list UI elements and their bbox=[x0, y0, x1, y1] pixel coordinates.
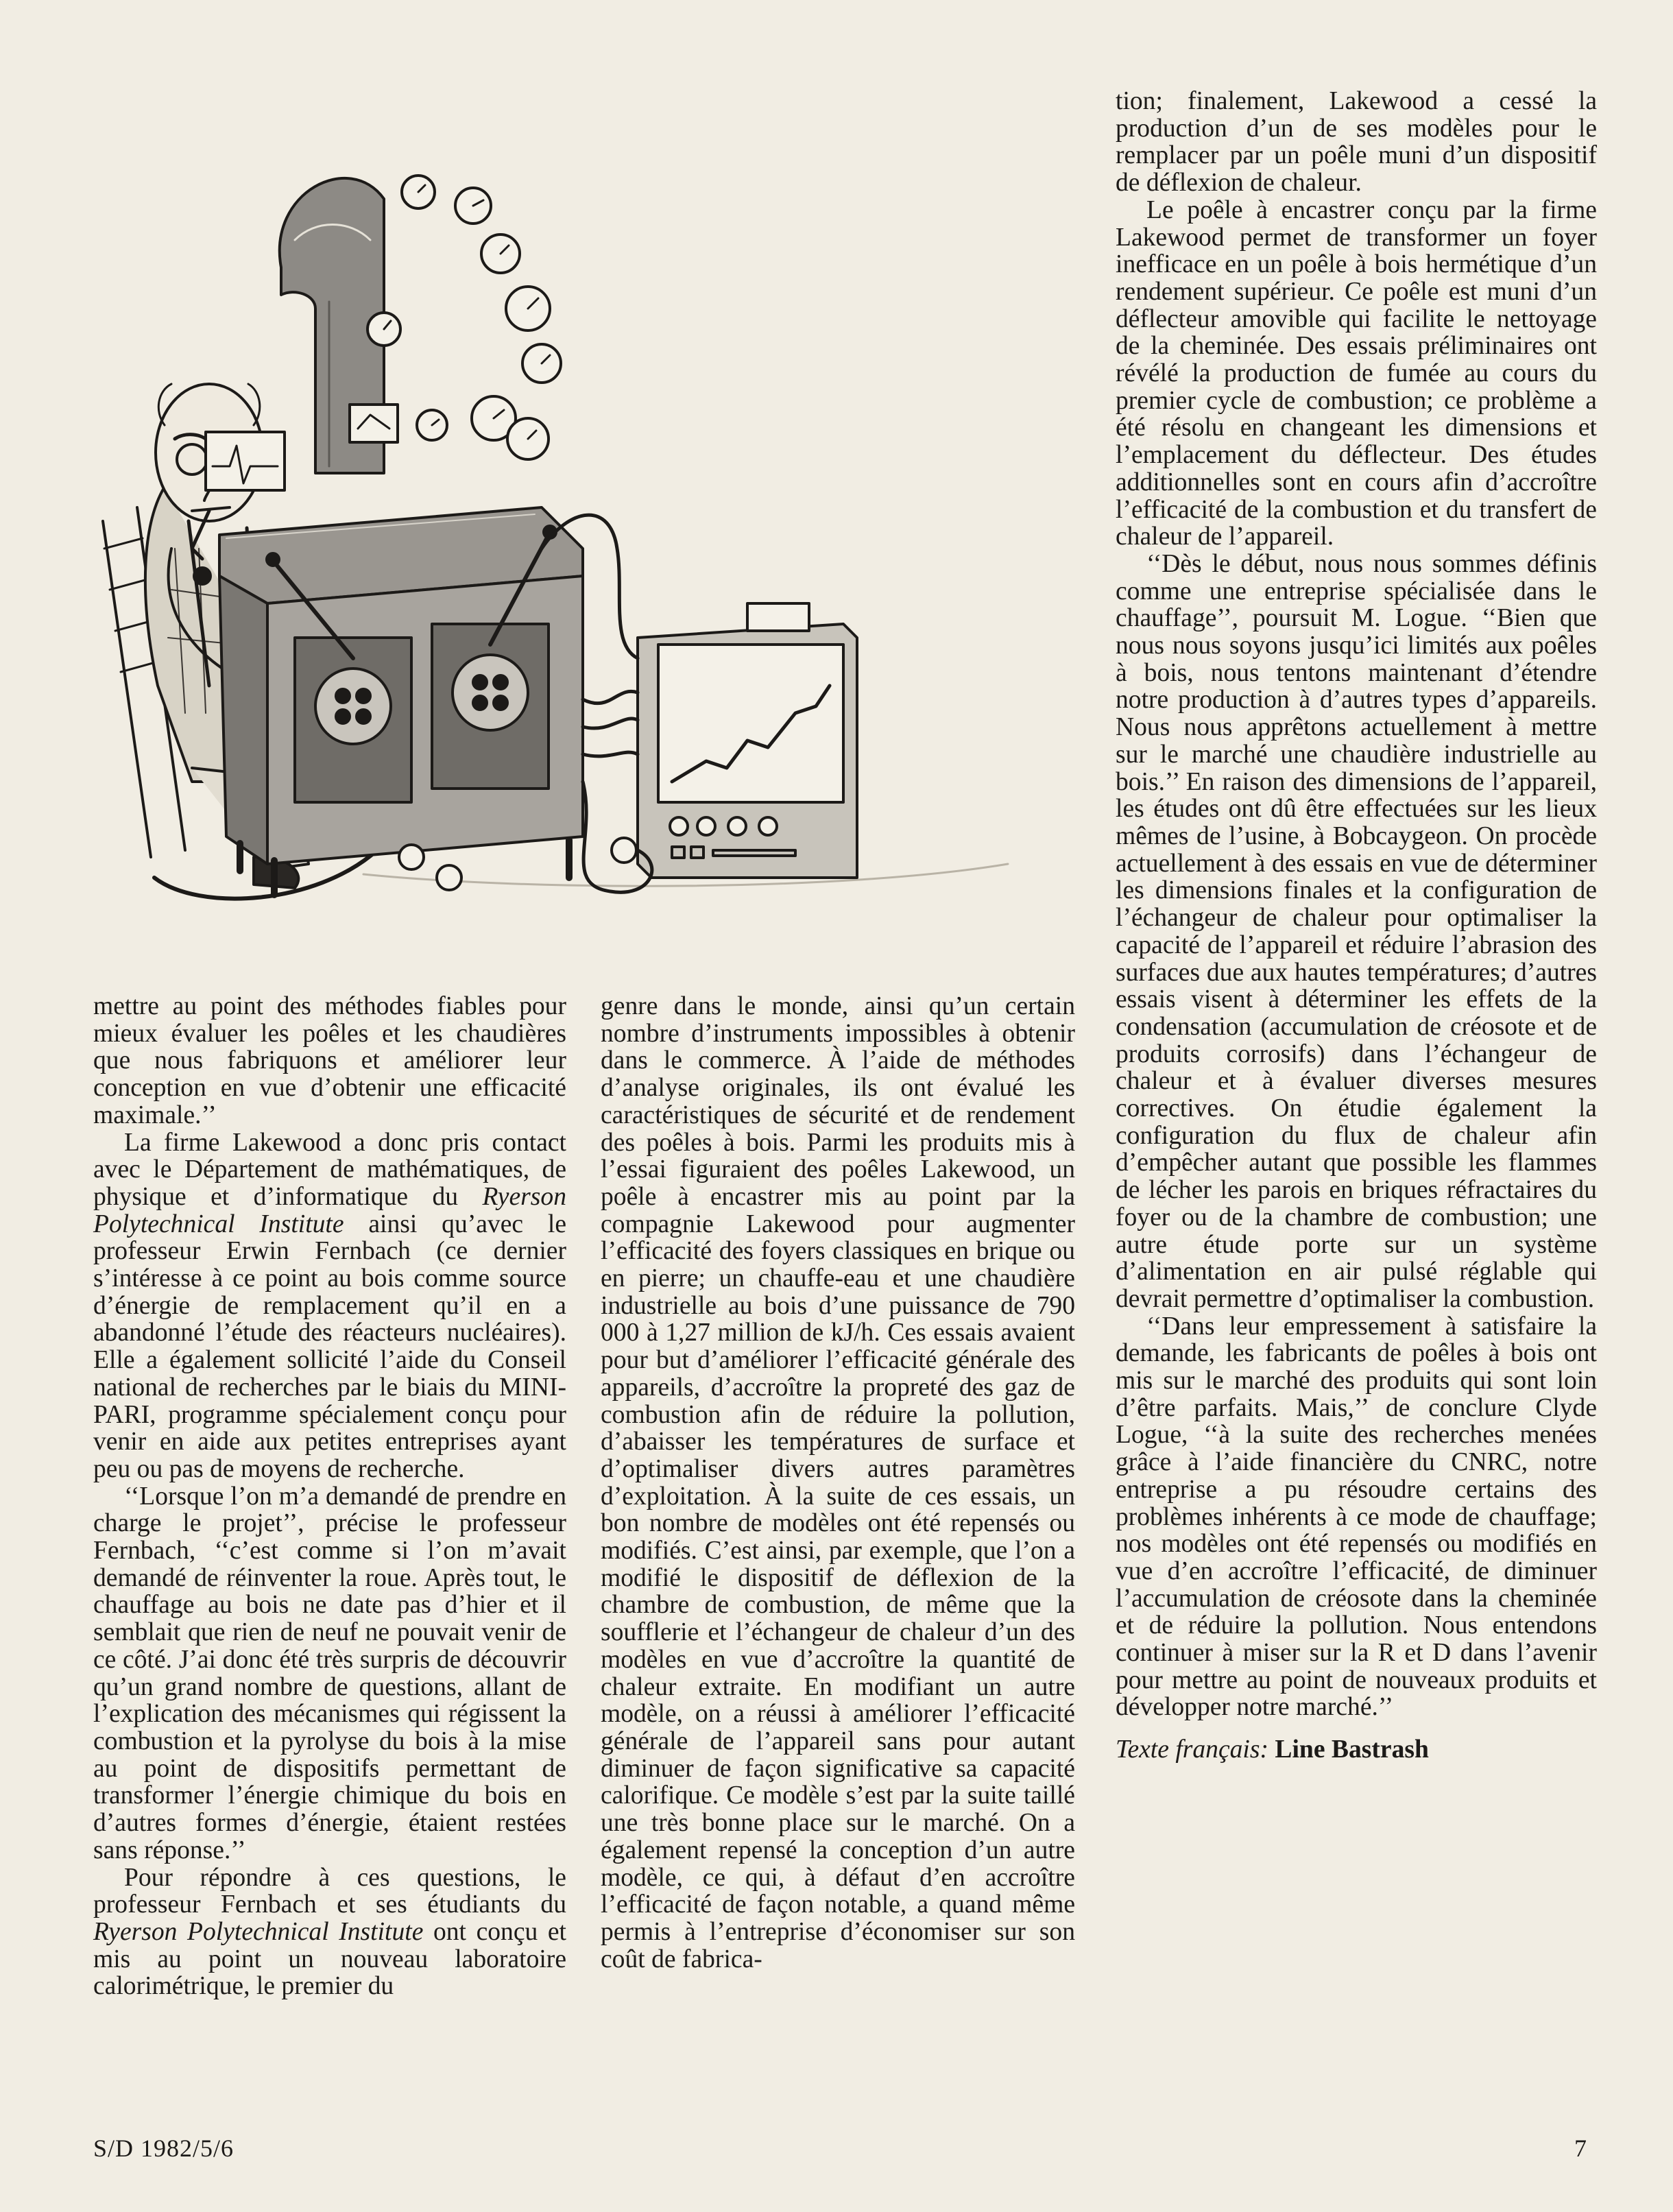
text-run: ainsi qu’avec le professeur Erwin Fernbach (ce dernier s’intéresse à ce point au bois comme source d’énergie de remplacement qu’il en a abandonné l’étude des réacteurs nucléaires). Elle a également sollicité l’aide du Conseil national de recherches par le biais du MINI-PARI, programme spécialement conçu pour venir en aide aux petites entreprises ayant peu ou pas de moyens de recherche. bbox=[93, 1210, 566, 1483]
paragraph bbox=[93, 1864, 566, 2001]
credit-label: Texte français: bbox=[1116, 1735, 1269, 1764]
paragraph: ‘‘Dès le début, nous nous sommes définis comme une entreprise spécialisée dans le chauffage’’, poursuit M. Logue. ‘‘Bien que nous nous soyons jusqu’ici limités aux poêles à bois, nous tentons maintenant d’étendre notre production à d’autres types d’appareils. Nous nous apprêtons actuellement à mettre sur le marché une chaudière industrielle au bois.’’ En raison des dimensions de l’appareil, les études ont dû être effectuées sur les lieux mêmes de l’usine, à Bobcaygeon. On procède actuellement à des essais en vue de déterminer les dimensions finales et la configuration de l’échangeur de chaleur pour optimaliser la capacité de l’appareil et réduire l’abrasion des surfaces due aux hautes températures; d’autres essais visent à déterminer les effets de la condensation (accumulation de créosote et de produits corrosifs) dans l’échangeur de chaleur et à évaluer diverses mesures correctives. On étudie également la configuration du flux de chaleur afin d’empêcher autant que possible les flammes de lécher les parois en briques réfractaires du foyer ou de la chambre de combustion; une autre étude porte sur un système d’alimentation en air pulsé réglable qui devrait permettre d’optimaliser la combustion. bbox=[1116, 549, 1597, 1313]
paragraph: genre dans le monde, ainsi qu’un certain nombre d’instruments impossibles à obtenir dans le commerce. À l’aide de méthodes d’analyse originales, ils ont évalué les caractéristiques de sécurité et de rendement des poêles à bois. Parmi les produits mis à l’essai figuraient des poêles Lakewood, un poêle à encastrer mis au point par la compagnie Lakewood pour augmenter l’efficacité des foyers classiques en brique ou en pierre; un chauffe-eau et une chaudière industrielle au bois d’une puissance de 790 000 à 1,27 million de kJ/h. Ces essais avaient pour but d’améliorer l’efficacité générale des appareils, d’accroître la propreté des gaz de combustion afin de réduire la pollution, d’abaisser les températures de surface et d’optimaliser divers autres paramètres d’exploitation. À la suite de ces essais, un bon nombre de modèles ont été repensés ou modifiés. C’est ainsi, par exemple, que l’on a modifié le dispositif de déflexion de la chambre de combustion, de même que la soufflerie et l’échangeur de chaleur d’un des modèles en vue d’accroître la quantité de chaleur extraite. En modifiant un autre modèle, on a réussi à améliorer l’efficacité générale de l’appareil sans pour autant diminuer de façon significative sa capacité calorifique. Ce modèle s’est par la suite taillé une très bonne place sur le marché. On a également repensé la conception d’un autre modèle, ce qui, à défaut d’en accroître l’efficacité de façon notable, a quand même permis à l’entreprise d’économiser sur son coût de fabrica- bbox=[601, 992, 1075, 1973]
institution-name: Ryerson Polytechnical Institute bbox=[93, 1917, 424, 1946]
cartoon-illustration bbox=[89, 165, 1111, 939]
paragraph: mettre au point des méthodes fiables pour mieux évaluer les poêles et les chaudières que nous fabriquons et améliorer leur conception en vue d’obtenir une efficacité maximale.’’ bbox=[93, 992, 566, 1129]
paragraph: Le poêle à encastrer conçu par la firme Lakewood permet de transformer un foyer inefficace en un poêle à bois hermétique d’un rendement supérieur. Ce poêle est muni d’un déflecteur amovible qui facilite le nettoyage de la cheminée. Des essais préliminaires ont révélé la production de fumée au cours du premier cycle de combustion; ce problème a été résolu en changeant les dimensions et l’emplacement du déflecteur. Des études additionnelles sont en cours afin d’accroître l’efficacité de la combustion et du transfert de chaleur de l’appareil. bbox=[1116, 195, 1597, 551]
text-run: La firme Lakewood a donc pris contact avec le Département de mathématiques, de physique et d’informatique du bbox=[93, 1128, 566, 1211]
oscilloscope-icon bbox=[638, 603, 857, 878]
issue-reference: S/D 1982/5/6 bbox=[93, 2135, 234, 2162]
text-run: ont conçu et mis au point un nouveau laboratoire calorimétrique, le premier du bbox=[93, 1917, 566, 2001]
paragraph: ‘‘Lorsque l’on m’a demandé de prendre en charge le projet’’, précise le professeur Fernbach, ‘‘c’est comme si l’on m’avait demandé de réinventer la roue. Après tout, le chauffage au bois ne date pas d’hier et il semblait que rien de neuf ne pouvait venir de ce côté. J’ai donc été très surpris de découvrir qu’un grand nombre de questions, allant de l’explication des mécanismes qui régissent la combustion et la pyrolyse du bois à la mise au point de dispositifs permettant de transformer l’énergie chimique du bois en d’autres formes d’énergie, étaient restées sans réponse.’’ bbox=[93, 1482, 566, 1864]
page-number: 7 bbox=[1574, 2135, 1587, 2162]
article-column-3 bbox=[1116, 88, 1597, 1764]
translation-credit bbox=[1116, 1736, 1597, 1764]
article-column-2 bbox=[601, 993, 1075, 1973]
paragraph bbox=[93, 1129, 566, 1483]
institution-name: Ryerson Polytechnical Institute bbox=[93, 1182, 566, 1238]
text-run: Pour répondre à ces questions, le professeur Fernbach et ses étudiants du bbox=[93, 1863, 566, 1919]
paragraph: ‘‘Dans leur empressement à satisfaire la demande, les fabricants de poêles à bois ont mis sur le marché des produits qui sont loin d’être parfaits. Mais,’’ de conclure Clyde Logue, ‘‘à la suite des recherches menées grâce à l’aide financière du CNRC, notre entreprise a pu résoudre certains des problèmes inhérents à ce mode de chauffage; nos modèles ont été repensés ou modifiés en vue d’en accroître l’efficacité, de diminuer l’accumulation de créosote dans la cheminée et de réduire la pollution. Nous entendons continuer à miser sur la R et D dans l’avenir pour mettre au point de nouveaux produits et développer notre marché.’’ bbox=[1116, 1312, 1597, 1722]
article-column-1 bbox=[93, 993, 566, 2000]
paragraph: tion; finalement, Lakewood a cessé la production d’un de ses modèles pour le remplacer par un poêle muni d’un dispositif de déflexion de chaleur. bbox=[1116, 87, 1597, 197]
credit-name: Line Bastrash bbox=[1275, 1735, 1429, 1764]
